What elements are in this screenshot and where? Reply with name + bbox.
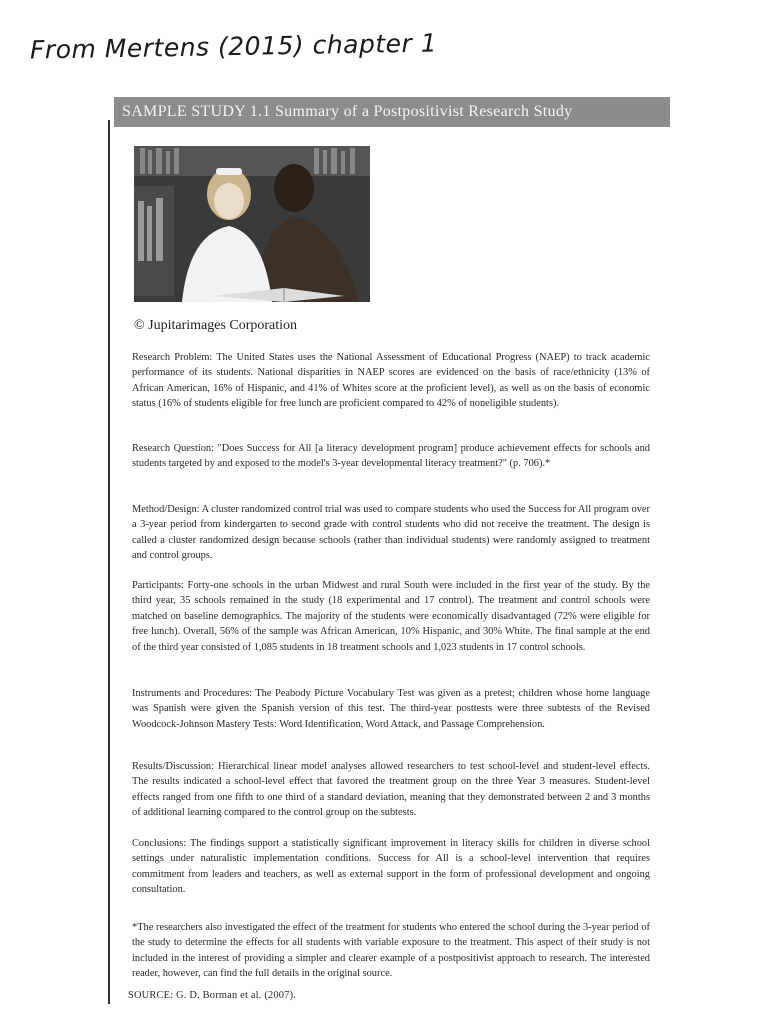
source-citation: SOURCE: G. D. Borman et al. (2007).: [128, 990, 297, 1001]
conclusions-paragraph: Conclusions: The findings support a statistically significant improvement in literacy skills for children in diverse school settings under naturalistic implementation conditions. Success for All is a school-level intervention that requires commitment from leaders and teachers, as well as external support in the form of professional development and ongoing consultation.: [132, 838, 650, 896]
photo-credit: © Jupitarimages Corporation: [134, 318, 298, 333]
margin-rule: [108, 120, 110, 1004]
research-problem-paragraph: Research Problem: The United States uses the National Assessment of Educational Progress (NAEP) to track academic performance of its students. National disparities in NAEP scores are evidenced on the basis of race/ethnicity (13% of African American, 16% of Hispanic, and 41% of Whites score at the proficient level), as well as on the basis of economic status (16% of students eligible for free lunch are proficient compared to 42% of noneligible students).: [132, 352, 650, 410]
method-design-paragraph: Method/Design: A cluster randomized control trial was used to compare students who used the Success for All program over a 3-year period from kindergarten to second grade with control students who did not receive the treatment. The design is called a cluster randomized design because schools (rather than individual students) were randomly assigned to treatment and control groups.: [132, 504, 650, 562]
research-question-paragraph: Research Question: "Does Success for All [a literacy development program] produce achievement effects for schools and students targeted by and exposed to the model's 3-year developmental literacy treatment?" (p. 706).*: [132, 443, 650, 470]
sample-study-banner: SAMPLE STUDY 1.1 Summary of a Postpositivist Research Study: [114, 97, 670, 127]
handwritten-annotation: From Mertens (2015) chapter 1: [29, 28, 438, 65]
photo-image: [134, 146, 370, 302]
instruments-procedures-paragraph: Instruments and Procedures: The Peabody Picture Vocabulary Test was given as a pretest; children whose home language was Spanish were given the Spanish version of this test. The third-year posttests were three subtests of the Revised Woodcock-Johnson Mastery Tests: Word Identification, Word Attack, and Passage Comprehension.: [132, 688, 650, 730]
results-discussion-paragraph: Results/Discussion: Hierarchical linear model analyses allowed researchers to test school-level and student-level effects. The results indicated a school-level effect that favored the treatment group on the three Year 3 measures. Student-level effects ranged from one fifth to one third of a standard deviation, meaning that they demonstrated between 2 and 3 months of additional learning compared to the control group on the subtests.: [132, 761, 650, 819]
photo-illustration: [134, 146, 370, 302]
footnote-paragraph: *The researchers also investigated the effect of the treatment for students who entered the school during the 3-year period of the study to determine the effects for all students with variable exposure to the treatment. This aspect of their study is not included in the interest of providing a simpler and clearer example of a postpositivist approach to research. The interested reader, however, can find the full details in the original source.: [132, 922, 650, 980]
participants-paragraph: Participants: Forty-one schools in the urban Midwest and rural South were included in the first year of the study. By the third year, 35 schools remained in the study (18 experimental and 17 control). The treatment and control schools were matched on baseline demographics. The majority of the students were economically disadvantaged (72% were eligible for free lunch). Overall, 56% of the sample was African American, 10% Hispanic, and 30% White. The final sample at the end of the third year consisted of 1,085 students in 18 treatment schools and 1,023 students in 17 control schools.: [132, 580, 650, 653]
